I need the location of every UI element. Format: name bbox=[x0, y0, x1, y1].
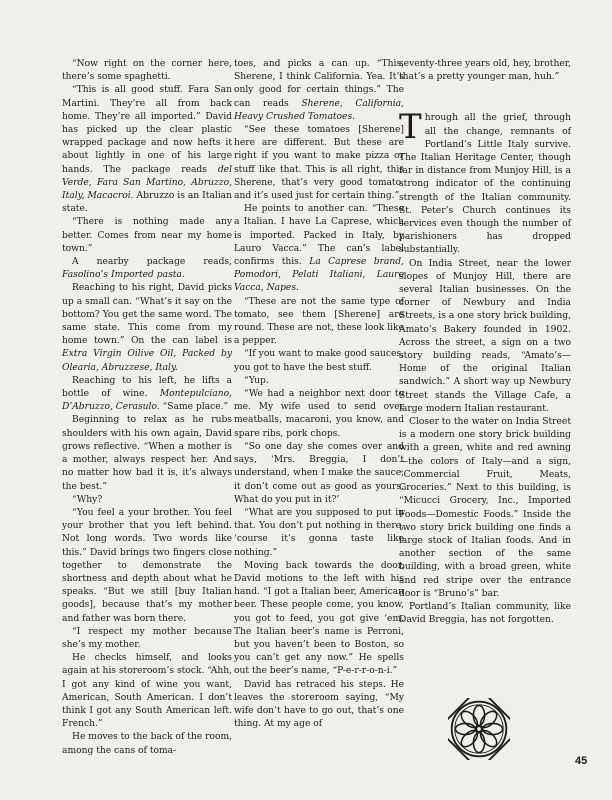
italic-label-text: Montepulciano, D’Abruzzo, Cerasulo. bbox=[62, 389, 232, 413]
body-text: He moves to the back of the room, among the cans of toma- bbox=[62, 732, 232, 756]
italic-label-text: Sherene, California, Heavy Crushed Tomatoes. bbox=[234, 98, 404, 122]
body-text: David has retraced his steps. He leaves the storeroom saying, “My wife don’t have to go out, that’s one thing. At my age of bbox=[234, 679, 404, 730]
body-text: “We had a neighbor next door to me. My wife used to send over meatballs, macaroni, you know, and spare ribs, pork chops. bbox=[234, 389, 404, 439]
italic-label-text: del Verde, Fara San Martino, Abruzzo, Italy, Macacroi. bbox=[62, 164, 232, 202]
paragraph bbox=[399, 416, 571, 601]
paragraph bbox=[234, 679, 404, 732]
paragraph bbox=[62, 626, 232, 652]
paragraph bbox=[234, 441, 404, 507]
paragraph bbox=[234, 58, 404, 124]
body-text: seventy-three years old, hey, brother, that’s a pretty younger man, huh.” bbox=[399, 59, 571, 83]
column-1 bbox=[62, 58, 232, 758]
paragraph bbox=[234, 348, 404, 374]
paragraph bbox=[62, 731, 232, 757]
body-text: “Same place.” bbox=[159, 402, 229, 413]
body-text: “What are you supposed to put in that. You don’t put nothing in there, ‘course it’s gonna taste like nothing.” bbox=[234, 507, 404, 558]
paragraph bbox=[399, 601, 571, 627]
body-text: “Yup. bbox=[244, 375, 269, 386]
body-text: He points to another can. “These a Italian. I have La Caprese, which is imported. Packed in Italy, by Lauro Vacca.” The can’s label confirms this. bbox=[234, 204, 404, 268]
body-text: Moving back towards the door, David motions to the left with his hand. “I got a Italian beer, American beer. These people come, you know, you got to feed, you got give ‘em. The Italian beer’s name is Perroni, but you haven’t been to Boston, so you can’t get any now.” He spells out the beer’s name, “P-e-r-r-o-n-i.” bbox=[234, 560, 404, 677]
body-text: “There is nothing made any better. Comes from near my home town.” bbox=[62, 217, 232, 254]
paragraph bbox=[234, 203, 404, 295]
rosette-ornament-icon bbox=[448, 698, 510, 760]
body-text: Reaching to his right, David picks up a small can. “What’s it say on the bottom? You get the same word. The same state. This come from my home town.” On the can label is bbox=[62, 283, 232, 347]
paragraph bbox=[62, 282, 232, 374]
body-text: “See these tomatoes [Sherene] here are different. But these are right if you want to make pizza or stuff like that. This is all right, this Sherene, that’s very good tomato, and it’s used just for certain thing.” bbox=[234, 125, 404, 202]
paragraph bbox=[234, 296, 404, 349]
body-text: On India Street, near the lower slopes of Munjoy Hill, there are several Italian businesses. On the corner of Newbury and India Streets, is a one story brick building, Amato’s Bakery founded in 1902. Across the street, a sign on a two story building reads, “Amato’s—Home of the original Italian sandwich.” A short way up Newbury Street stands the Village Cafe, a large modern Italian restaurant. bbox=[399, 258, 571, 414]
paragraph bbox=[399, 107, 571, 257]
paragraph bbox=[234, 388, 404, 441]
body-text: “This is all good stuff. Fara San Martini. They’re all from back home. They’re all imported.” David has picked up the clear plastic wrapped package and now hefts it about lightly in one of his large hands. The package reads bbox=[62, 85, 232, 175]
body-text: toes, and picks a can up. “This, Sherene, I think California. Yea. It’s only good for certain things.” The can reads bbox=[234, 59, 404, 109]
body-text: Abruzzo is an Italian state. bbox=[62, 191, 232, 215]
body-text: “Why? bbox=[72, 494, 103, 505]
body-text: He checks himself, and looks again at his storeroom’s stock. “Ahh, I got any kind of wine you want, American, South American. I don’t think I got any South American left. French.” bbox=[62, 653, 232, 730]
italic-label-text: Extra Virgin Oilive Oil, Packed by Olearia, Abruzzese, Italy. bbox=[62, 349, 232, 373]
paragraph bbox=[62, 507, 232, 626]
paragraph bbox=[62, 58, 232, 84]
body-text: Closer to the water on India Street is a modern one story brick building with a green, white and red awning—the colors of Italy—and a sign, “Commercial Fruit, Meats, Groceries.” Next to this building, is “Micucci Grocery, Inc., Imported Foods—Domestic Foods.” Inside the two story brick building one finds a large stock of Italian foods. And in another section of the same building, with a broad green, white and red stripe over the entrance door is “Bruno’s” bar. bbox=[399, 417, 571, 599]
body-text: “These are not the same type of tomato, see them [Sherene] are round. These are not, these look like a pepper. bbox=[234, 296, 404, 347]
paragraph bbox=[399, 58, 571, 84]
paragraph bbox=[62, 414, 232, 493]
paragraph bbox=[234, 560, 404, 679]
page-number: 45 bbox=[575, 755, 588, 767]
paragraph bbox=[234, 375, 404, 388]
italic-label-text: Fasolino’s Imported pasta. bbox=[62, 270, 185, 281]
paragraph bbox=[62, 84, 232, 216]
body-text: “I respect my mother because she’s my mother. bbox=[62, 626, 232, 650]
paragraph bbox=[234, 507, 404, 560]
paragraph bbox=[62, 375, 232, 415]
body-text: Reaching to his left, he lifts a bottle of wine. bbox=[62, 375, 232, 400]
body-text: “You feel a your brother. You feel your brother that you left behind. Not long words. Two words like this.” David brings two fingers close together to demonstrate the shortness and depth about what he speaks. “But we still [buy Italian goods], because that’s my mother and father was born there. bbox=[62, 507, 232, 624]
paragraph bbox=[62, 256, 232, 282]
body-text: Beginning to relax as he rubs shoulders with his own again, David grows reflective. “When a mother is a mother, always respect her. And no matter how bad it is, it’s always the best.” bbox=[62, 415, 232, 492]
column-2 bbox=[234, 58, 404, 731]
column-3 bbox=[399, 58, 571, 627]
paragraph bbox=[399, 258, 571, 416]
body-text: Portland’s Italian community, like David Breggia, has not forgotten. bbox=[399, 601, 571, 626]
body-text: “If you want to make good sauces, you got to have the best stuff. bbox=[234, 349, 404, 373]
body-text: “So one day she comes over and says, ‘Mrs. Breggia, I don’t understand, when I make the sauce, it don’t come out as good as yours. What do you put in it?’ bbox=[234, 441, 404, 505]
body-text: hrough all the grief, through all the change, remnants of Portland’s Little Italy survive. The Italian Heritage Center, though far in distance from Munjoy Hill, is a strong indicator of the continuing strength of the Italian community. St. Peter’s Church continues its services even though the number of parishioners has dropped substantially. bbox=[399, 113, 571, 256]
body-text: “Now right on the corner here, there’s some spaghetti. bbox=[62, 59, 232, 83]
paragraph bbox=[234, 124, 404, 203]
body-text: A nearby package reads, bbox=[72, 257, 232, 268]
paragraph bbox=[62, 216, 232, 256]
paragraph bbox=[62, 652, 232, 731]
drop-cap: T bbox=[399, 107, 422, 148]
italic-label-text: La Caprese brand, Pomodori, Pelati Italiani, Lauro Vacca, Napes. bbox=[234, 257, 404, 294]
paragraph bbox=[62, 494, 232, 507]
